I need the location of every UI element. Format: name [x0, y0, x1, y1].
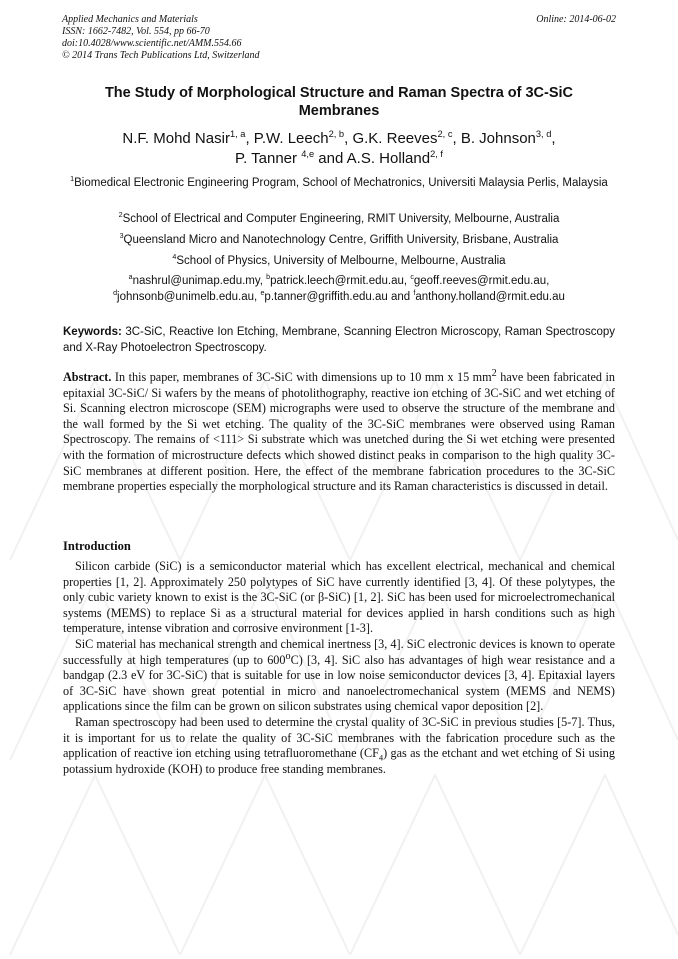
author-name: P.W. Leech: [253, 130, 329, 147]
author-emails: [70, 273, 608, 305]
email-link[interactable]: anthony.holland@rmit.edu.au: [415, 291, 565, 303]
author-affil-mark: 2, f: [430, 149, 443, 159]
abstract-label: Abstract.: [63, 370, 112, 384]
email-line-1: [70, 273, 608, 289]
issn-line: ISSN: 1662-7482, Vol. 554, pp 66-70: [62, 26, 210, 37]
online-date: Online: 2014-06-02: [536, 14, 616, 25]
intro-paragraph-3: [63, 715, 615, 777]
intro-p2-text-cont: C) [3, 4]. SiC also has advantages of high wear resistance and a bandgap (2.3 eV for 3C-SiC) that is suitable for use in low noise semiconductor devices [3, 4]. Epitaxial layers of 3C-SiC have shown great potential in micro and nanoelectromechanical system (MEMS and NEMS) applications since the film can be grown on silicon substrates using chemical vapor deposition [2].: [63, 652, 616, 714]
separator: ,: [452, 130, 457, 147]
email-mark: b: [266, 273, 271, 282]
affiliation-text: Biomedical Electronic Engineering Program, School of Mechatronics, Universiti Malaysia Perlis, Malaysia: [74, 177, 608, 189]
chemical-subscript: 4: [378, 752, 384, 763]
intro-p2-text: SiC material has mechanical strength and chemical inertness [3, 4]. SiC electronic devices is known to operate successfully at high temperatures (up to 600: [63, 636, 615, 667]
affiliation-4: [70, 254, 608, 268]
separator: ,: [245, 130, 250, 147]
affiliation-2: [70, 212, 608, 226]
intro-p3-text: Raman spectroscopy had been used to determine the crystal quality of 3C-SiC in previous studies [5-7]. Thus, it is important for us to relate the quality of 3C-SiC membranes with the fabrication procedure such as the application of reactive ion etching using tetrafluoromethane (CF: [63, 714, 615, 761]
email-link[interactable]: p.tanner@griffith.edu.au: [264, 291, 388, 303]
email-link[interactable]: nashrul@unimap.edu.my,: [132, 275, 263, 287]
separator: ,: [551, 130, 556, 147]
email-mark: a: [128, 273, 133, 282]
paper-title: [70, 84, 608, 120]
introduction-body: [63, 559, 615, 777]
affiliation-number: 4: [172, 253, 177, 262]
doi-line: doi:10.4028/www.scientific.net/AMM.554.66: [62, 38, 242, 49]
author-affil-mark: 3, d: [535, 129, 552, 139]
author-affil-mark: 4,e: [301, 149, 315, 159]
and-word: and: [390, 291, 411, 303]
affiliation-3: [70, 233, 608, 247]
affiliation-text: Queensland Micro and Nanotechnology Centre, Griffith University, Brisbane, Australia: [123, 234, 559, 246]
affiliation-text: School of Physics, University of Melbourne, Melbourne, Australia: [176, 255, 506, 267]
author-name: A.S. Holland: [346, 150, 431, 167]
section-heading-introduction: Introduction: [63, 539, 131, 553]
keywords-text: 3C-SiC, Reactive Ion Etching, Membrane, Scanning Electron Microscopy, Raman Spectroscopy and X-Ray Photoelectron Spectroscopy.: [63, 326, 615, 354]
title-line-1: The Study of Morphological Structure and Raman Spectra of 3C-SiC: [104, 85, 574, 101]
email-link[interactable]: johnsonb@unimelb.edu.au,: [117, 291, 258, 303]
intro-paragraph-2: [63, 637, 615, 715]
author-name: N.F. Mohd Nasir: [122, 130, 230, 147]
intro-paragraph-1: Silicon carbide (SiC) is a semiconductor material which has excellent electrical, mechanical and chemical properties [1, 2]. Approximately 250 polytypes of SiC have currently identified [3, 4]. Of these polytypes, the only cubic variety known to exist is the 3C-SiC (or β-SiC) [1, 2]. SiC has been used for microelectromechanical systems (MEMS) to replace Si as a structural material for devices applied in harsh conditions such as high temperature, intense vibration and corrosive environment [1-3].: [63, 559, 615, 636]
email-mark: d: [113, 289, 118, 298]
journal-header: [62, 14, 260, 62]
abstract-text-part1: In this paper, membranes of 3C-SiC with dimensions up to 10 mm x 15 mm: [114, 370, 492, 384]
affiliation-number: 2: [118, 211, 123, 220]
affiliation-1: [70, 176, 608, 190]
email-mark: e: [260, 289, 265, 298]
email-mark: c: [410, 273, 414, 282]
keywords-label: Keywords:: [63, 326, 122, 338]
abstract-text-part2: have been fabricated in epitaxial 3C-SiC/ Si wafers by the means of photolithography, reactive ion etching of 3C-SiC and wet etching of Si. Scanning electron microscope (SEM) micrographs were used to observe the structure of the membrane and the wall formed by the Si wet etching. The quality of the 3C-SiC membranes were observed using Raman Spectroscopy. The remains of <111> Si substrate which was unetched during the Si wet etching were presented with the formation of microstructure defects which showed distinct peaks in comparison to the high quality 3C-SiC membranes at different position. Here, the effect of the membrane fabrication procedures to the 3C-SiC membrane properties especially the morphological structure and its Raman characteristics is discussed in detail.: [63, 370, 615, 494]
affiliation-text: School of Electrical and Computer Engineering, RMIT University, Melbourne, Australia: [122, 213, 560, 225]
degree-superscript: o: [285, 650, 291, 662]
author-affil-mark: 2, b: [328, 129, 345, 139]
journal-name: Applied Mechanics and Materials: [62, 14, 198, 25]
email-link[interactable]: patrick.leech@rmit.edu.au,: [270, 275, 408, 287]
and-word: and: [318, 150, 344, 167]
author-affil-mark: 2, c: [437, 129, 453, 139]
affiliation-number: 3: [119, 232, 124, 241]
author-name: B. Johnson: [460, 130, 536, 147]
email-link[interactable]: geoff.reeves@rmit.edu.au,: [413, 275, 550, 287]
abstract: [63, 367, 615, 495]
intro-p3-text-cont: ) gas as the etchant and wet etching of Si using potassium hydroxide (KOH) to produce free standing membranes.: [63, 746, 615, 776]
author-name: P. Tanner: [235, 150, 298, 167]
author-name: G.K. Reeves: [352, 130, 438, 147]
email-line-2: [70, 289, 608, 305]
separator: ,: [344, 130, 349, 147]
copyright-line: © 2014 Trans Tech Publications Ltd, Switzerland: [62, 50, 260, 61]
keywords: [63, 324, 615, 356]
email-mark: f: [413, 289, 416, 298]
author-line-2: [70, 149, 608, 169]
author-list: [70, 129, 608, 169]
abstract-superscript: 2: [491, 367, 497, 379]
affiliation-number: 1: [70, 175, 75, 184]
title-line-2: Membranes: [298, 103, 380, 119]
author-affil-mark: 1, a: [229, 129, 246, 139]
author-line-1: [70, 129, 608, 149]
